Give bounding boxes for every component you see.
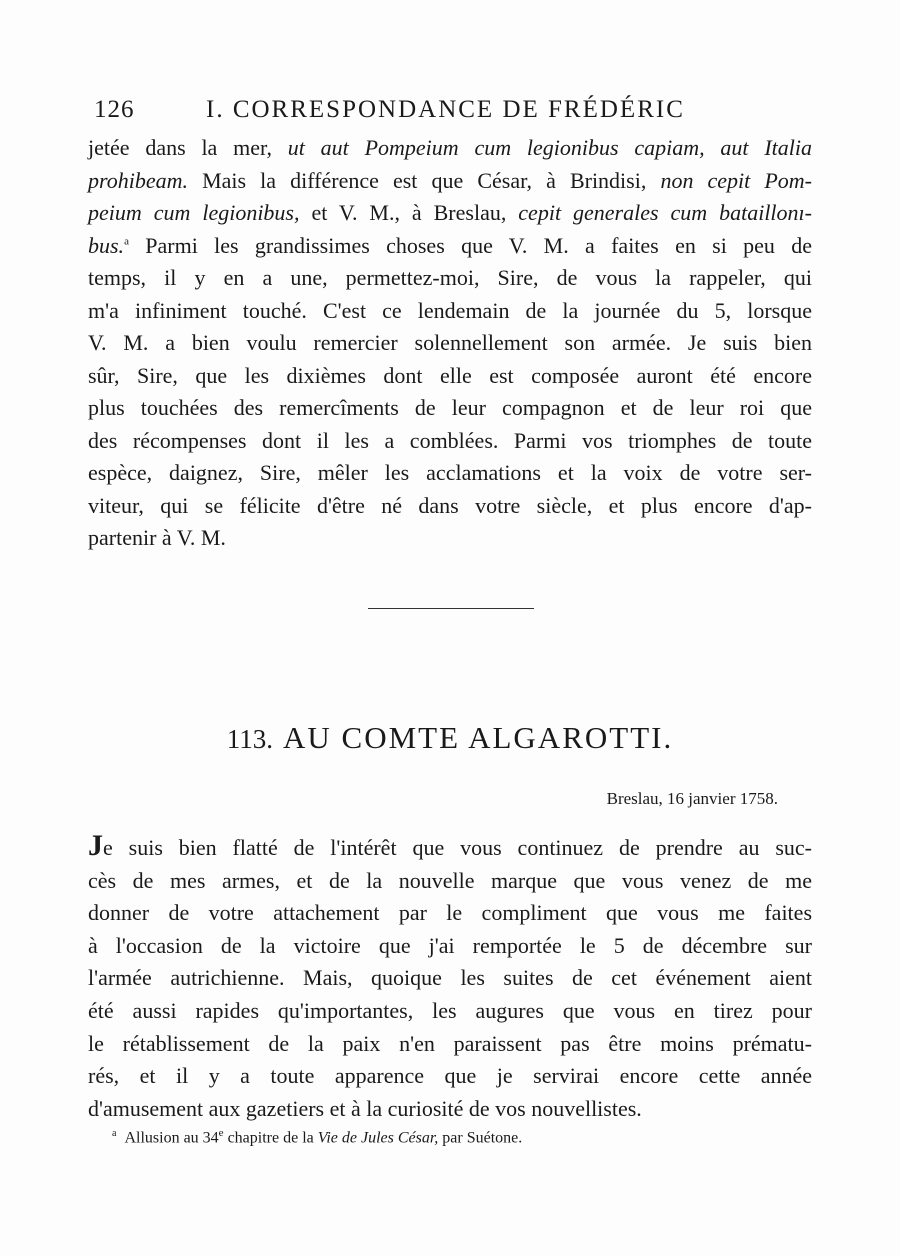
letter-paragraph (88, 830, 812, 1125)
continuation-paragraph (88, 132, 812, 555)
page-number: 126 (94, 96, 135, 123)
footnote-superscript: e (218, 1127, 224, 1139)
text-line (88, 197, 812, 230)
text-line (88, 327, 812, 360)
text-line (88, 930, 812, 963)
letter-heading (88, 720, 812, 756)
footnote-text-middle: chapitre de la (223, 1129, 318, 1147)
text-line (88, 165, 812, 198)
text-line (88, 995, 812, 1028)
footnote-text-before: Allusion au 34 (124, 1129, 219, 1147)
latin-quote: non cepit Pom- (660, 167, 812, 193)
letter-dateline: Breslau, 16 janvier 1758. (606, 789, 778, 808)
footnote-italic-title: Vie de Jules César, (317, 1129, 439, 1147)
text-line (88, 830, 812, 865)
latin-quote: prohibeam. (88, 167, 189, 193)
latin-quote: bus. (88, 232, 125, 258)
text-line (88, 132, 812, 165)
text-segment: espèce, daignez, Sire, mêler les acclamations et la voix de votre ser- (88, 460, 812, 485)
text-segment: et V. M., à Breslau, (299, 200, 519, 225)
footnote-text-after: par Suétone. (438, 1129, 523, 1147)
text-line (88, 457, 812, 490)
text-line (88, 490, 812, 523)
latin-quote: peium cum legionibus, (88, 200, 300, 225)
latin-quote: ut aut Pompeium cum legionibus capiam, aut Italia (287, 135, 813, 160)
text-segment: Mais la différence est que César, à Brindisi, (188, 167, 661, 193)
section-divider (368, 608, 534, 609)
text-segment: rés, et il y a toute apparence que je servirai encore cette année (88, 1063, 812, 1089)
letter-body (88, 830, 812, 1125)
text-segment: viteur, qui se félicite d'être né dans votre siècle, et plus encore d'ap- (88, 492, 812, 518)
text-segment: donner de votre attachement par le compliment que vous me faites (88, 900, 812, 926)
footnote-mark: a (112, 1128, 117, 1139)
running-title: I. CORRESPONDANCE DE FRÉDÉRIC (206, 96, 685, 123)
text-segment: m'a infiniment touché. C'est ce lendemain de la journée du 5, lorsque (88, 297, 812, 323)
latin-quote: cepit generales cum bataillonı- (518, 200, 812, 225)
text-segment: partenir à V. M. (88, 525, 226, 550)
text-line (88, 425, 812, 458)
text-line (88, 230, 812, 263)
text-segment: e suis bien flatté de l'intérêt que vous continuez de prendre au suc- (103, 835, 812, 860)
text-line (88, 1093, 812, 1126)
footnote-reference: a (124, 235, 129, 248)
text-segment: d'amusement aux gazetiers et à la curiosité de vos nouvellistes. (88, 1095, 642, 1121)
book-page (88, 92, 813, 1147)
text-line (88, 262, 812, 295)
letter-number: 113. (226, 724, 274, 754)
text-line (88, 897, 812, 930)
text-segment: l'armée autrichienne. Mais, quoique les suites de cet événement aient (88, 965, 812, 991)
text-segment: sûr, Sire, que les dixièmes dont elle est composée auront été encore (88, 362, 812, 388)
text-line (88, 1028, 812, 1061)
initial-letter: J (88, 829, 103, 862)
continuation-text (88, 132, 812, 555)
text-segment: des récompenses dont il les a comblées. Parmi vos triomphes de toute (88, 427, 812, 453)
text-segment: jetée dans la mer, (88, 135, 288, 160)
text-segment: à l'occasion de la victoire que j'ai remportée le 5 de décembre sur (88, 932, 812, 958)
footnote (112, 1128, 522, 1147)
text-line (88, 295, 812, 328)
text-segment: temps, il y en a une, permettez-moi, Sire, de vous la rappeler, qui (88, 265, 812, 290)
text-segment: cès de mes armes, et de la nouvelle marque que vous venez de me (88, 867, 812, 893)
text-line (88, 392, 812, 425)
text-line (88, 865, 812, 898)
text-segment: été aussi rapides qu'importantes, les augures que vous en tirez pour (88, 997, 812, 1023)
text-line (88, 522, 812, 555)
text-line (88, 962, 812, 995)
text-line (88, 360, 812, 393)
text-segment: Parmi les grandissimes choses que V. M. a faites en si peu de (128, 232, 812, 258)
text-segment: V. M. a bien voulu remercier solennellement son armée. Je suis bien (88, 330, 812, 355)
text-line (88, 1060, 812, 1093)
text-segment: le rétablissement de la paix n'en paraissent pas être moins prématu- (88, 1030, 812, 1056)
running-head (88, 92, 812, 132)
text-segment: plus touchées des remercîments de leur compagnon et de leur roi que (88, 395, 812, 420)
letter-title: AU COMTE ALGAROTTI. (283, 720, 674, 755)
